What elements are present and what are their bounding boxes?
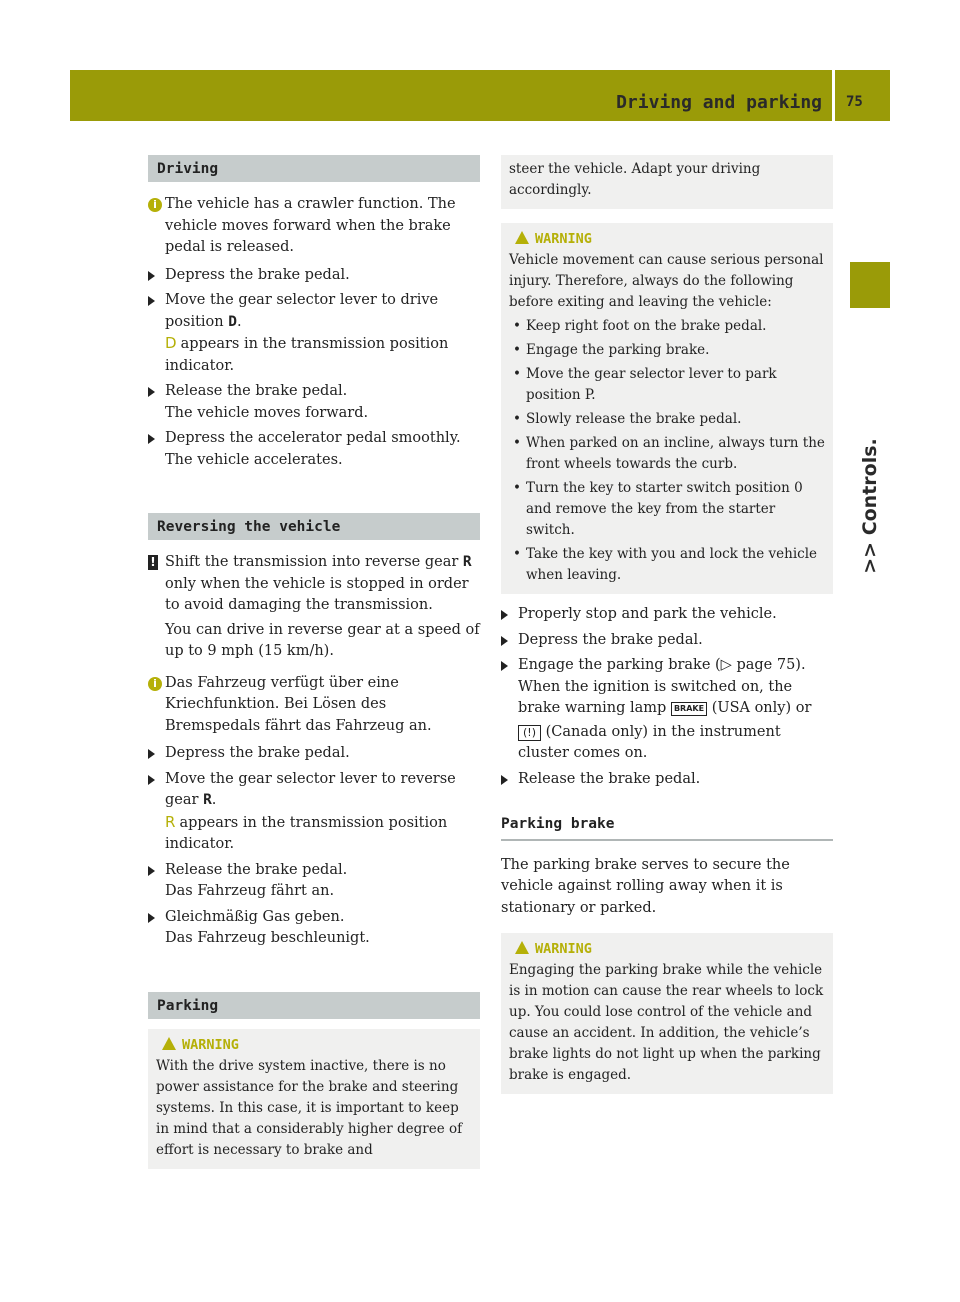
warning-box: WARNING Vehicle movement can cause serious personal injury. Therefore, always do the following before exiting and leaving the vehicle: • Keep right foot on the brake pedal. • Engage the parking brake. • Move the gear selector lever to park position P. • Slowly release the brake pedal. • When parked on an incline, always turn the front wheels towards the curb. • Turn the key to starter switch position 0 and remove the key from the starter switch. • Take the key with you and lock the vehicle when leaving.: [501, 223, 833, 594]
right-column: [501, 155, 833, 1094]
step-arrow-icon: [501, 775, 508, 785]
step-arrow-icon: [148, 749, 155, 759]
section-heading-reversing: Reversing the vehicle: [148, 513, 480, 540]
step-arrow-icon: [148, 913, 155, 923]
gear-indicator-r: R: [165, 812, 176, 831]
page-title: Driving and parking: [616, 92, 822, 113]
step-item: Release the brake pedal. The vehicle moves forward.: [148, 381, 480, 424]
bullet-item: • Turn the key to starter switch position 0 and remove the key from the starter switch.: [509, 478, 825, 541]
left-column: [148, 155, 480, 1169]
gear-indicator-d: D: [165, 334, 177, 352]
step-item: Depress the brake pedal.: [501, 630, 833, 652]
step-arrow-icon: [501, 610, 508, 620]
step-item: Engage the parking brake (▷ page 75). When the ignition is switched on, the brake warning lamp BRAKE (USA only) or (!) (Canada only) in the instrument cluster comes on.: [501, 655, 833, 765]
step-arrow-icon: [501, 636, 508, 646]
subsection-heading-parking-brake: Parking brake: [501, 814, 833, 841]
step-arrow-icon: [501, 661, 508, 671]
section-heading-driving: Driving: [148, 155, 480, 182]
info-icon: i: [148, 198, 162, 212]
warning-box: WARNING Engaging the parking brake while the vehicle is in motion can cause the rear wheels to lock up. You could lose control of the vehicle and cause an accident. In addition, the vehicle’s brake lights do not light up when the parking brake is engaged.: [501, 933, 833, 1094]
step-arrow-icon: [148, 296, 155, 306]
step-arrow-icon: [148, 271, 155, 281]
step-arrow-icon: [148, 434, 155, 444]
step-item: Depress the accelerator pedal smoothly. The vehicle accelerates.: [148, 428, 480, 471]
bullet-item: • Move the gear selector lever to park position P.: [509, 364, 825, 406]
step-item: Move the gear selector lever to reverse gear R.: [148, 769, 480, 812]
side-tab: [850, 262, 890, 308]
bullet-item: • When parked on an incline, always turn the front wheels towards the curb.: [509, 433, 825, 475]
step-item: Release the brake pedal. Das Fahrzeug fährt an.: [148, 860, 480, 903]
bullet-item: • Slowly release the brake pedal.: [509, 409, 825, 430]
section-heading-parking: Parking: [148, 992, 480, 1019]
canada-brake-lamp-icon: (!): [518, 725, 541, 741]
step-item: Properly stop and park the vehicle.: [501, 604, 833, 626]
info-note: i The vehicle has a crawler function. The vehicle moves forward when the brake pedal is released.: [148, 194, 480, 259]
side-tab-label: >> Controls.: [859, 438, 881, 574]
step-item: Depress the brake pedal.: [148, 743, 480, 765]
step-indicator-line: R appears in the transmission position indicator.: [165, 812, 448, 852]
info-note: i Das Fahrzeug verfügt über eine Kriechfunktion. Bei Lösen des Bremspedals fährt das Fahrzeug an.: [148, 673, 480, 738]
step-item: Gleichmäßig Gas geben. Das Fahrzeug beschleunigt.: [148, 907, 480, 950]
page-number: 75: [846, 94, 863, 110]
caution-note: ! Shift the transmission into reverse gear R only when the vehicle is stopped in order to avoid damaging the transmission. You can drive in reverse gear at a speed of up to 9 mph (15 km/h).: [148, 552, 480, 663]
bullet-item: • Take the key with you and lock the vehicle when leaving.: [509, 544, 825, 586]
bullet-item: • Engage the parking brake.: [509, 340, 825, 361]
caution-icon: !: [148, 555, 158, 570]
step-indicator-line: D appears in the transmission position indicator.: [165, 334, 449, 374]
step-item: Release the brake pedal.: [501, 769, 833, 791]
warning-box: WARNING With the drive system inactive, there is no power assistance for the brake and steering systems. In this case, it is important to keep in mind that a considerably higher degree of effort is necessary to brake and: [148, 1029, 480, 1169]
step-item: Move the gear selector lever to drive position D.: [148, 290, 480, 333]
step-arrow-icon: [148, 866, 155, 876]
warning-icon: [515, 231, 529, 244]
brake-warning-lamp-icon: BRAKE: [671, 702, 707, 716]
warning-icon: [162, 1037, 176, 1050]
info-icon: i: [148, 677, 162, 691]
paragraph: The parking brake serves to secure the vehicle against rolling away when it is stationary or parked.: [501, 856, 790, 916]
header-divider: [832, 70, 835, 121]
step-arrow-icon: [148, 387, 155, 397]
step-arrow-icon: [148, 775, 155, 785]
warning-icon: [515, 941, 529, 954]
warning-continuation: steer the vehicle. Adapt your driving accordingly.: [501, 155, 833, 209]
bullet-item: • Keep right foot on the brake pedal.: [509, 316, 825, 337]
step-item: Depress the brake pedal.: [148, 265, 480, 287]
